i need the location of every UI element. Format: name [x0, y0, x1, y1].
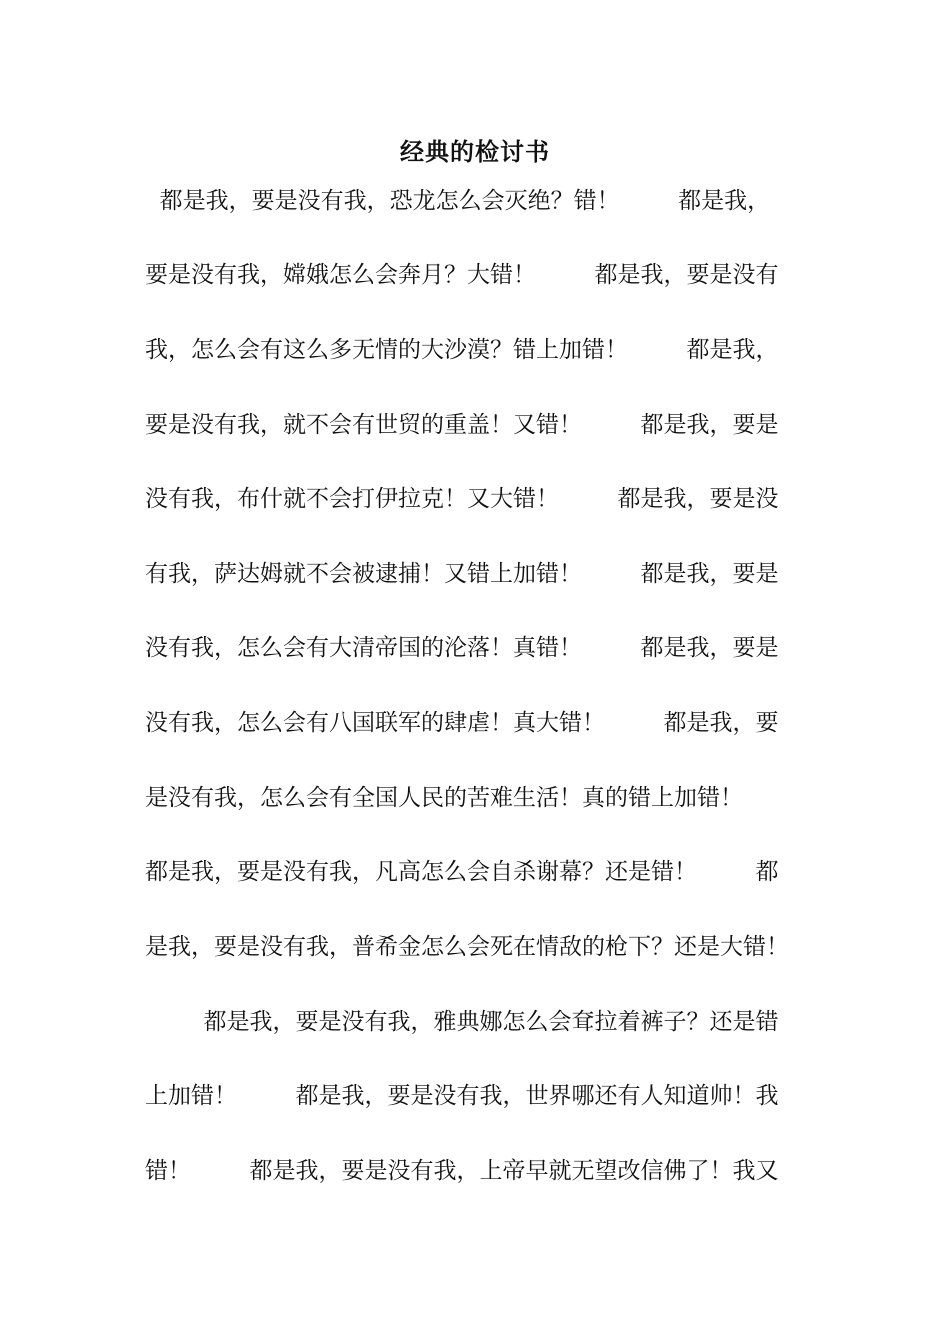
text-line: 没有我，怎么会有大清帝国的沦落！真错！ 都是我，要是	[145, 635, 779, 661]
text-line: 要是没有我，嫦娥怎么会奔月？大错！ 都是我，要是没有	[145, 262, 779, 288]
document-title: 经典的检讨书	[400, 137, 550, 166]
text-line: 错！ 都是我，要是没有我，上帝早就无望改信佛了！我又	[145, 1158, 779, 1184]
text-line: 要是没有我，就不会有世贸的重盖！又错！ 都是我，要是	[145, 412, 779, 438]
text-line: 都是我，要是没有我，凡高怎么会自杀谢幕？还是错！ 都	[145, 859, 779, 885]
text-line: 没有我，怎么会有八国联军的肆虐！真大错！ 都是我，要	[145, 710, 779, 736]
text-line: 是我，要是没有我，普希金怎么会死在情敌的枪下？还是大错！	[145, 934, 789, 960]
text-line: 有我，萨达姆就不会被逮捕！又错上加错！ 都是我，要是	[145, 561, 779, 587]
text-line: 上加错！ 都是我，要是没有我，世界哪还有人知道帅！我	[145, 1083, 779, 1109]
text-line: 我，怎么会有这么多无情的大沙漠？错上加错！ 都是我，	[145, 337, 779, 363]
text-line: 都是我，要是没有我，雅典娜怎么会耷拉着裤子？还是错	[145, 1009, 779, 1035]
text-line: 都是我，要是没有我，恐龙怎么会灭绝？错！ 都是我，	[145, 188, 771, 214]
text-line: 没有我，布什就不会打伊拉克！又大错！ 都是我，要是没	[145, 486, 779, 512]
text-line: 是没有我，怎么会有全国人民的苦难生活！真的错上加错！	[145, 785, 743, 811]
